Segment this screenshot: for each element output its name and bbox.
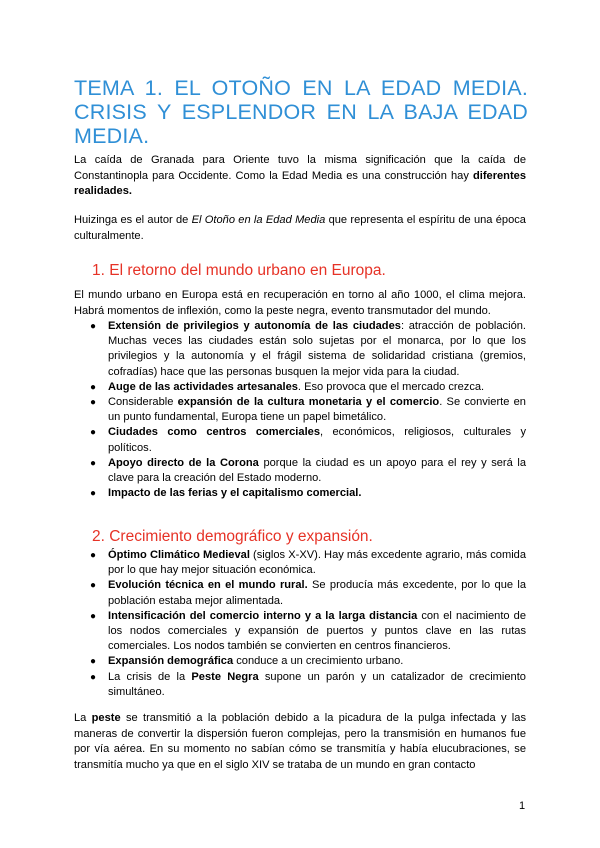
intro-paragraph-1: La caída de Granada para Oriente tuvo la misma significación que la caída de Constantinopla para Occidente. Como la Edad Media es una construcción hay diferentes realidades. [74,154,526,197]
bullet-icon: ● [90,397,97,409]
list-item: ● Auge de las actividades artesanales. Eso provoca que el mercado crezca. [74,380,526,395]
bullet-icon: ● [90,550,97,561]
section-2-heading: 2. Crecimiento demográfico y expansión. [92,528,373,545]
list-item: ● Intensificación del comercio interno y a la larga distancia con el nacimiento de los nodos comerciales y expansión de puertos y puntos clave en las rutas comerciales. Los nodos también se convierten en centros financieros. [90,609,526,653]
list-item: ● La crisis de la Peste Negra supone un parón y un catalizador de crecimiento simultáneo. [90,670,526,698]
list-item: ● Apoyo directo de la Corona porque la ciudad es un apoyo para el rey y será la clave para la creación del Estado moderno. [90,456,526,485]
bullet-icon: ● [90,457,97,469]
title-line-2: CRISIS Y ESPLENDOR EN LA BAJA EDAD [74,100,528,124]
section-2-list [74,548,526,700]
section-1-heading: 1. El retorno del mundo urbano en Europa. [92,262,386,279]
list-item: ● Extensión de privilegios y autonomía de las ciudades: atracción de población. Muchas veces las ciudades están solo sujetas por el monarca, por lo que los privilegios y la autonomía y el frágil sistema de solidaridad cristiana (gremios, cofradías) hace que las personas busquen la mejor vida para la ciudad. [90,320,526,378]
bullet-icon: ● [90,671,97,683]
list-item: ● Evolución técnica en el mundo rural. Se producía más excedente, por lo que la población estaba mejor alimentada. [90,579,526,607]
bullet-icon: ● [90,427,97,439]
section-2-paragraph: La peste se transmitió a la población debido a la picadura de la pulga infectada y las maneras de convertir la dispersión fueron complejas, pero la transmisión en humanos fue por vía aérea. En su momento no sabían cómo se transmitía y había elucubraciones, se transmitía mucho ya que en el siglo XIV se trataba de un mundo en gran contacto [74,712,526,771]
page-number: 1 [519,800,526,812]
page-title [74,76,528,148]
list-item: ● Considerable expansión de la cultura monetaria y el comercio. Se convierte en un punto fundamental, Europa tiene un papel bimetálico. [90,396,526,424]
title-line-3: MEDIA. [74,124,150,148]
intro-paragraph-2: Huizinga es el autor de El Otoño en la Edad Media que representa el espíritu de una época culturalmente. [74,214,526,242]
bullet-icon: ● [90,580,97,592]
bullet-icon: ● [90,610,97,622]
section-1-paragraph: El mundo urbano en Europa está en recuperación en torno al año 1000, el clima mejora. Habrá momentos de inflexión, como la peste negra, evento transmutador del mundo. [74,289,526,317]
list-item: ● Expansión demográfica conduce a un crecimiento urbano. [74,654,526,669]
list-item: ● Impacto de las ferias y el capitalismo comercial. [74,486,526,501]
bullet-icon: ● [90,488,97,500]
bullet-icon: ● [90,321,97,332]
section-1-list [74,319,526,501]
title-line-1: TEMA 1. EL OTOÑO EN LA EDAD MEDIA. [74,76,528,100]
list-item: ● Ciudades como centros comerciales, económicos, religiosos, culturales y políticos. [90,426,526,454]
bullet-icon: ● [90,656,97,668]
bullet-icon: ● [90,381,97,393]
list-item: ● Óptimo Climático Medieval (siglos X-XV). Hay más excedente agrario, más comida por lo que hay mejor situación económica. [90,549,526,577]
